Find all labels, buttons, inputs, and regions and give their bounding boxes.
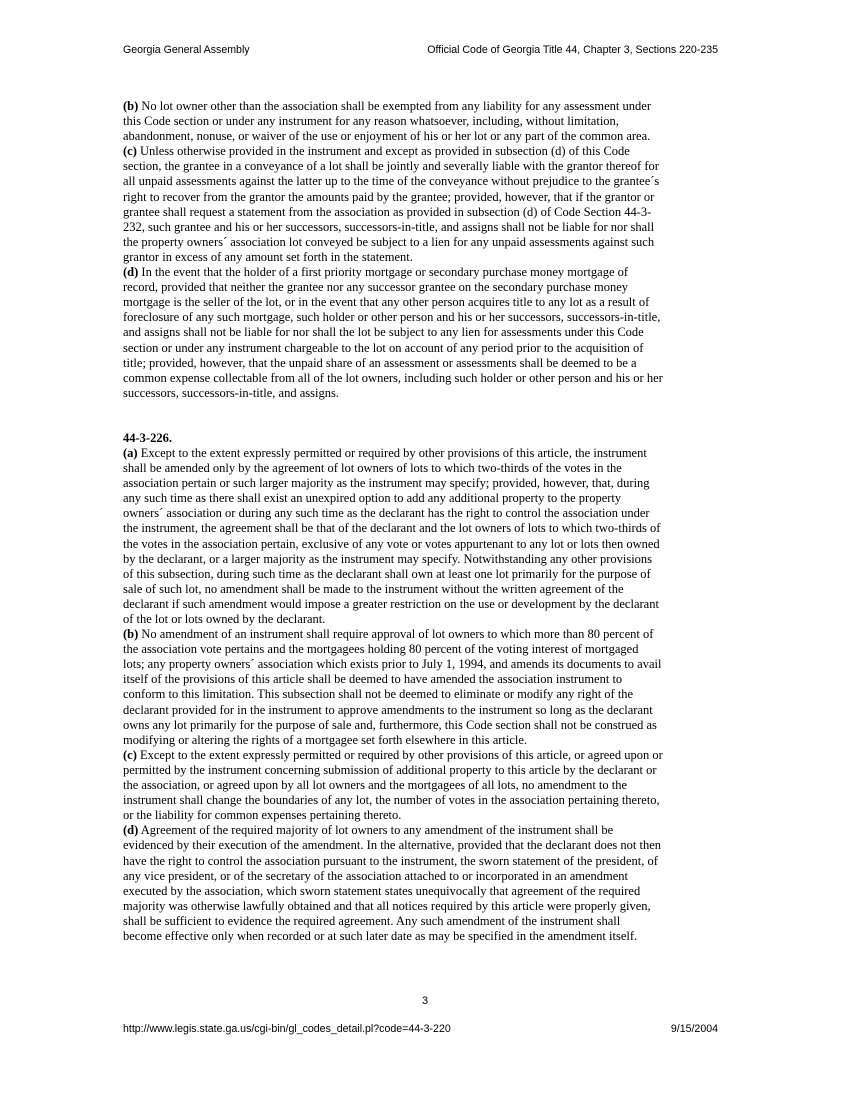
line-text: Unless otherwise provided in the instrument and except as provided in subsection (d) of this Code (136, 144, 630, 159)
line-text: of this subsection, during such time as the declarant shall own at least one lot primarily for the purpose of (123, 566, 651, 581)
text-line (123, 612, 729, 627)
subsection-label: (c) (123, 144, 137, 159)
subsection-paragraph (123, 446, 729, 627)
line-text: title; provided, however, that the unpaid share of an assessment or assessments shall be deemed to be a (123, 355, 637, 370)
text-line (123, 190, 729, 205)
line-text: the association vote pertains and the mortgagees holding 80 percent of the voting interest of mortgaged (123, 642, 639, 657)
text-line (123, 129, 729, 144)
text-line (123, 386, 729, 401)
line-text: this Code section or under any instrument for any reason whatsoever, including, without limitation, (123, 114, 619, 129)
line-text: and assigns shall not be liable for nor shall the lot be subject to any lien for assessments under this Code (123, 325, 644, 340)
text-line (123, 356, 729, 371)
text-line (123, 280, 729, 295)
line-text: the property owners´ association lot conveyed be subject to a lien for any unpaid assessments against such (123, 234, 655, 249)
subsection-label: (d) (123, 265, 139, 280)
text-line (123, 310, 729, 325)
line-text: No amendment of an instrument shall require approval of lot owners to which more than 80 percent of (138, 627, 654, 642)
line-text: grantee shall request a statement from the association as provided in subsection (d) of Code Section 44-3- (123, 204, 652, 219)
text-line (123, 295, 729, 310)
line-text: section or under any instrument chargeable to the lot on account of any period prior to the acquisition of (123, 340, 644, 355)
text-line (123, 899, 729, 914)
text-line (123, 869, 729, 884)
line-text: the instrument, the agreement shall be that of the declarant and the lot owners of lots to which two-thirds of (123, 521, 661, 536)
text-line (123, 235, 729, 250)
subsection-paragraph (123, 823, 729, 944)
subsection-paragraph (123, 627, 729, 748)
line-text: lots; any property owners´ association which exists prior to July 1, 1994, and amends its documents to avail (123, 657, 662, 672)
text-line (123, 703, 729, 718)
line-text: majority was otherwise lawfully obtained and that all notices required by this article were properly given, (123, 898, 651, 913)
subsection-paragraph (123, 748, 729, 823)
text-line (123, 159, 729, 174)
text-line (123, 657, 729, 672)
text-line (123, 823, 729, 838)
text-line (123, 929, 729, 944)
text-line (123, 748, 729, 763)
subsection-label: (a) (123, 445, 138, 460)
section-44-3-226 (123, 431, 729, 446)
line-text: the votes in the association pertain, exclusive of any vote or votes appurtenant to any lot or lots then owned (123, 536, 660, 551)
subsection-label: (c) (123, 747, 137, 762)
line-text: sale of such lot, no amendment shall be made to the instrument without the written agreement of the (123, 581, 624, 596)
line-text: No lot owner other than the association shall be exempted from any liability for any assessment under (138, 99, 651, 113)
header-publisher: Georgia General Assembly (123, 44, 250, 56)
text-line (123, 220, 729, 235)
line-text: successors, successors-in-title, and assigns. (123, 385, 339, 400)
text-line (123, 672, 729, 687)
text-line (123, 778, 729, 793)
footer-url: http://www.legis.state.ga.us/cgi-bin/gl_codes_detail.pl?code=44-3-220 (123, 1023, 451, 1035)
line-text: the association, or agreed upon by all lot owners and the mortgagees of all lots, no amendment to the (123, 778, 628, 793)
line-text: Except to the extent expressly permitted or required by other provisions of this article, the instrument (137, 445, 647, 460)
page-footer (123, 1023, 718, 1037)
section-44-3-225-continued (123, 99, 729, 401)
subsection-label: (b) (123, 627, 139, 642)
text-line (123, 99, 729, 114)
subsection-label: (b) (123, 99, 139, 113)
line-text: abandonment, nonuse, or waiver of the use or enjoyment of his or her lot or any part of the common area. (123, 129, 651, 144)
text-line (123, 838, 729, 853)
text-line (123, 265, 729, 280)
line-text: 232, such grantee and his or her successors, successors-in-title, and assigns shall not be liable for nor shall (123, 219, 655, 234)
line-text: of the lot or lots owned by the declarant. (123, 612, 326, 626)
text-line (123, 582, 729, 597)
line-text: mortgage is the seller of the lot, or in the event that any other person acquires title to any lot as a result of (123, 295, 650, 310)
text-line (123, 250, 729, 265)
text-line (123, 687, 729, 702)
subsection-paragraph (123, 144, 729, 265)
text-line (123, 763, 729, 778)
line-text: association pertain or such larger majority as the instrument may specify; provided, however, that, during (123, 476, 650, 491)
line-text: grantor in excess of any amount set forth in the statement. (123, 249, 413, 264)
text-line (123, 446, 729, 461)
text-line (123, 521, 729, 536)
text-line (123, 371, 729, 386)
line-text: conform to this limitation. This subsection shall not be deemed to eliminate or modify any right of the (123, 687, 634, 702)
line-text: any such time as there shall exist an unexpired option to add any additional property to the property (123, 491, 622, 506)
line-text: modifying or altering the rights of a mortgagee set forth elsewhere in this article. (123, 732, 528, 747)
text-line (123, 144, 729, 159)
text-line (123, 506, 729, 521)
text-line (123, 914, 729, 929)
text-line (123, 793, 729, 808)
line-text: evidenced by their execution of the amendment. In the alternative, provided that the declarant does not then (123, 838, 661, 853)
text-line (123, 341, 729, 356)
line-text: foreclosure of any such mortgage, such holder or other person and his or her successors, successors-in-title, (123, 310, 661, 325)
page-header (123, 44, 718, 58)
text-line (123, 567, 729, 582)
text-line (123, 537, 729, 552)
line-text: executed by the association, which sworn statement states unequivocally that agreement of the required (123, 883, 641, 898)
text-line (123, 325, 729, 340)
line-text: record, provided that neither the grantee nor any successor grantee on the secondary purchase money (123, 280, 629, 295)
line-text: any vice president, or of the secretary of the association attached to or incorporated in an amendment (123, 868, 629, 883)
text-line (123, 491, 729, 506)
line-text: instrument shall change the boundaries of any lot, the number of votes in the association pertaining thereto, (123, 793, 660, 808)
line-text: shall be amended only by the agreement of lot owners of lots to which two-thirds of the votes in the (123, 461, 622, 476)
line-text: declarant provided for in the instrument to approve amendments to the instrument so long as the declarant (123, 702, 653, 717)
line-text: Agreement of the required majority of lot owners to any amendment of the instrument shall be (138, 823, 614, 838)
section-gap (123, 401, 729, 431)
section-44-3-226-body (123, 446, 729, 944)
line-text: itself of the provisions of this article shall be deemed to have amended the association instrument to (123, 672, 623, 687)
page-number: 3 (421, 995, 429, 1007)
text-line (123, 854, 729, 869)
text-line (123, 205, 729, 220)
line-text: section, the grantee in a conveyance of a lot shall be jointly and severally liable with the grantor thereof for (123, 159, 659, 174)
text-line (123, 718, 729, 733)
text-line (123, 461, 729, 476)
line-text: shall be sufficient to evidence the required agreement. Any such amendment of the instrument shall (123, 913, 621, 928)
text-line (123, 476, 729, 491)
text-line (123, 174, 729, 189)
line-text: have the right to control the association pursuant to the instrument, the sworn statement of the president, of (123, 853, 658, 868)
text-line (123, 552, 729, 567)
line-text: declarant if such amendment would impose a greater restriction on the use or development by the declarant (123, 596, 659, 611)
subsection-label: (d) (123, 823, 139, 838)
subsection-paragraph (123, 265, 729, 401)
line-text: all unpaid assessments against the latter up to the time of the conveyance without prejudice to the grantee´s (123, 174, 660, 189)
line-text: become effective only when recorded or at such later date as may be specified in the amendment itself. (123, 928, 638, 943)
text-line (123, 808, 729, 823)
footer-date: 9/15/2004 (670, 1023, 718, 1035)
line-text: or the liability for common expenses pertaining thereto. (123, 808, 402, 823)
document-body (123, 99, 729, 944)
text-line (123, 733, 729, 748)
line-text: owners´ association or during any such time as the declarant has the right to control the association under (123, 506, 650, 521)
line-text: owns any lot primarily for the purpose of sale and, furthermore, this Code section shall not be construed as (123, 717, 657, 732)
text-line (123, 597, 729, 612)
section-heading: 44-3-226. (123, 430, 172, 445)
header-document-title: Official Code of Georgia Title 44, Chapter 3, Sections 220-235 (427, 44, 718, 56)
line-text: by the declarant, or a larger majority as the instrument may specify. Notwithstanding any other provisions (123, 551, 653, 566)
line-text: common expense collectable from all of the lot owners, including such holder or other person and his or her (123, 370, 663, 385)
text-line (123, 884, 729, 899)
text-line (123, 627, 729, 642)
text-line (123, 642, 729, 657)
line-text: permitted by the instrument concerning submission of additional property to this article by the declarant or (123, 762, 657, 777)
line-text: In the event that the holder of a first priority mortgage or secondary purchase money mortgage of (138, 265, 629, 280)
subsection-paragraph (123, 99, 729, 144)
line-text: right to recover from the grantor the amounts paid by the grantee; provided, however, that if the grantor or (123, 189, 655, 204)
line-text: Except to the extent expressly permitted or required by other provisions of this article, or agreed upon or (136, 747, 663, 762)
text-line (123, 114, 729, 129)
